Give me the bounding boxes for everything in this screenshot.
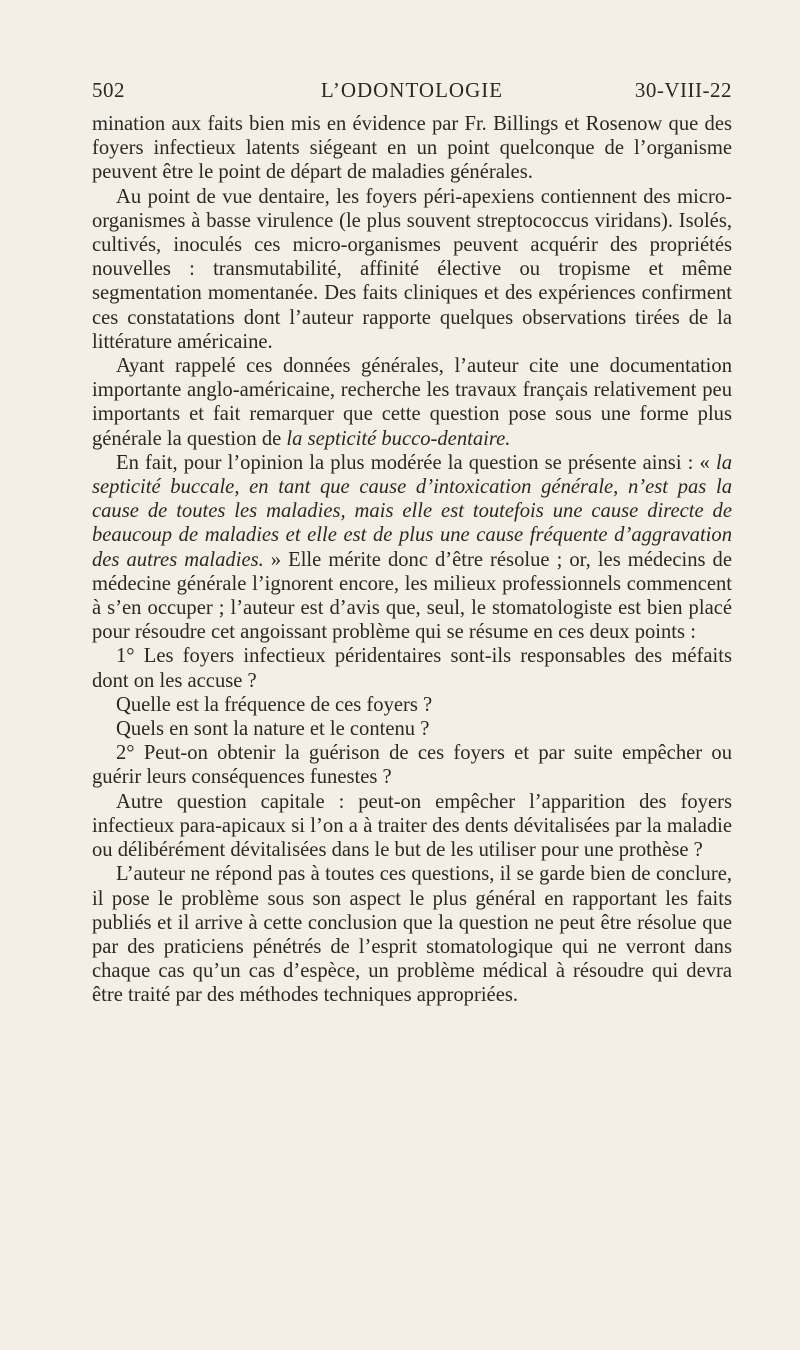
paragraph-4-text-before: En fait, pour l’opinion la plus modérée la question se présente ainsi : « xyxy=(116,451,716,474)
paragraph-1-text: mination aux faits bien mis en évidence par Fr. Billings et Rosenow que des foyers infectieux latents siégeant en un point quelconque de l’organisme peuvent être le point de départ de maladies générales. xyxy=(92,113,732,184)
question-1-frequency: Quelle est la fréquence de ces foyers ? xyxy=(116,693,433,716)
paragraph-2 xyxy=(92,185,732,354)
paragraph-7 xyxy=(92,717,732,741)
paragraph-5 xyxy=(92,644,732,692)
paragraph-3-text: Ayant rappelé ces données générales, l’auteur cite une documentation importante anglo-américaine, recherche les travaux français relativement peu importants et fait remarquer que cette question pose sous une forme plus générale la question de xyxy=(92,355,732,450)
paragraph-3-italic: la septicité bucco-dentaire. xyxy=(286,427,511,450)
question-1-nature: Quels en sont la nature et le contenu ? xyxy=(116,718,430,741)
question-1: 1° Les foyers infectieux péridentaires sont-ils responsables des méfaits dont on les accuse ? xyxy=(92,645,732,692)
paragraph-9 xyxy=(92,790,732,863)
paragraph-10 xyxy=(92,862,732,1007)
page-number: 502 xyxy=(92,78,125,102)
paragraph-6 xyxy=(92,693,732,717)
paragraph-1 xyxy=(92,112,732,185)
paragraph-10-text: L’auteur ne répond pas à toutes ces questions, il se garde bien de conclure, il pose le problème sous son aspect le plus général en rapportant les faits publiés et il arrive à cette conclusion que la question ne peut être résolue que par des praticiens pénétrés de l’esprit stomatologique qui ne verront dans chaque cas qu’un cas d’espèce, un problème médical à résoudre qui devra être traité par des méthodes techniques appropriées. xyxy=(92,863,732,1007)
paragraph-2-text: Au point de vue dentaire, les foyers péri-apexiens contiennent des micro-organismes à basse virulence (le plus souvent streptococcus viridans). Isolés, cultivés, inoculés ces micro-organismes peuvent acquérir des propriétés nouvelles : transmutabilité, affinité élective ou tropisme et même segmentation momentanée. Des faits cliniques et des expériences confirment ces constatations dont l’auteur rapporte quelques observations tirées de la littérature américaine. xyxy=(92,185,732,353)
running-head xyxy=(92,78,732,112)
issue-date: 30-VIII-22 xyxy=(634,78,732,102)
paragraph-9-text: Autre question capitale : peut-on empêcher l’apparition des foyers infectieux para-apicaux si l’on a à traiter des dents dévitalisées par la maladie ou délibérément dévitalisées dans le but de les utiliser pour une prothèse ? xyxy=(92,790,732,862)
paragraph-4-text-after: » Elle mérite donc d’être résolue ; or, les médecins de médecine générale l’ignorent encore, les milieux professionnels commencent à s’en occuper ; l’auteur est d’avis que, seul, le stomatologiste est bien placé pour résoudre cet angoissant problème qui se résume en ces deux points : xyxy=(92,548,732,644)
article-body xyxy=(92,112,732,1008)
paragraph-4-quotation: la septicité buccale, en tant que cause d’intoxication générale, n’est pas la cause de toutes les maladies, mais elle est toutefois une cause directe de beaucoup de maladies et elle est de plus une cause fréquente d’aggravation des autres maladies. xyxy=(92,451,732,571)
paragraph-4 xyxy=(92,451,732,645)
paragraph-3 xyxy=(92,354,732,451)
question-2: 2° Peut-on obtenir la guérison de ces foyers et par suite empêcher ou guérir leurs conséquences funestes ? xyxy=(92,742,732,789)
paragraph-8 xyxy=(92,741,732,789)
journal-title: L’ODONTOLOGIE xyxy=(320,78,504,102)
